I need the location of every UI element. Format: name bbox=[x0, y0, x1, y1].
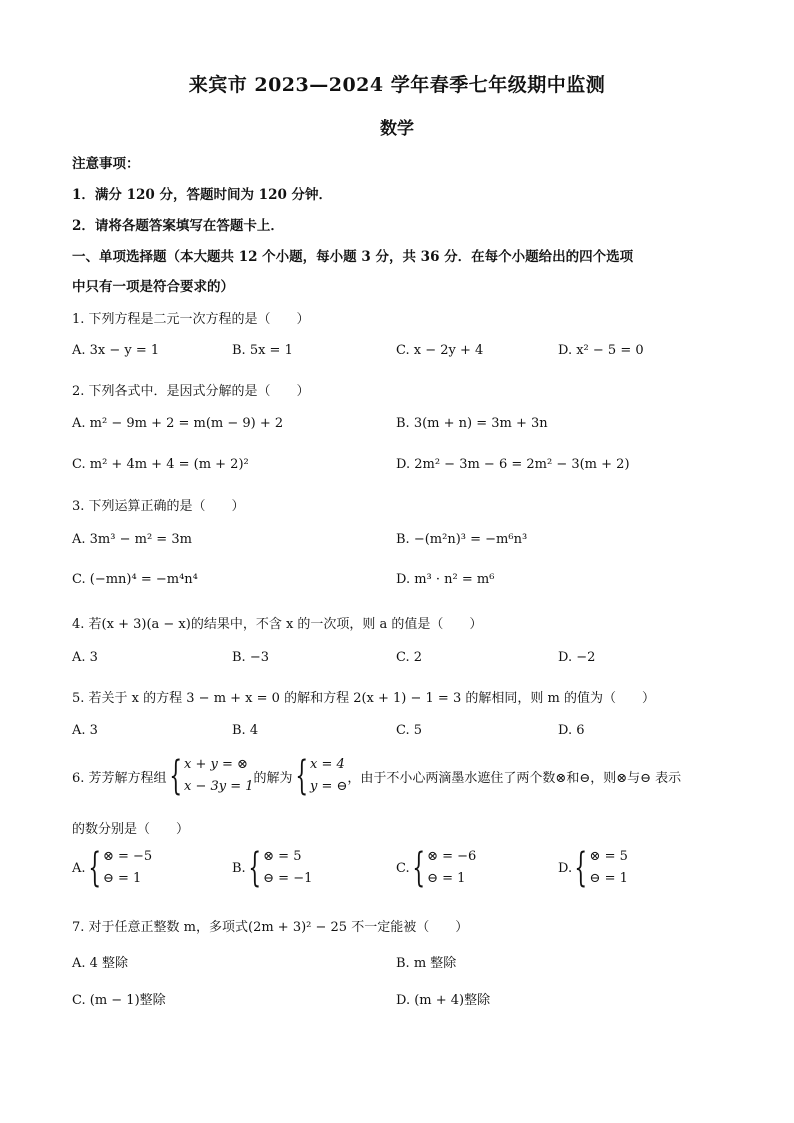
note-item: 2．请将各题答案填写在答题卡上． bbox=[72, 218, 284, 234]
q4-option-c: C. 2 bbox=[396, 650, 423, 665]
q4-option-b: B. −3 bbox=[232, 650, 269, 665]
q4-option-a: A. 3 bbox=[72, 650, 98, 665]
q7-option-d: D. (m + 4)整除 bbox=[396, 993, 491, 1008]
question-7-stem: 7. 对于任意正整数 m，多项式(2m + 3)² − 25 不一定能被（ ） bbox=[72, 920, 469, 935]
left-brace-icon: { bbox=[168, 753, 182, 799]
q5-option-d: D. 6 bbox=[558, 723, 585, 738]
option-label: C. bbox=[396, 860, 410, 876]
option-label: D. bbox=[558, 860, 573, 876]
q7-option-a: A. 4 整除 bbox=[72, 956, 129, 971]
q2-option-b: B. 3(m + n) = 3m + 3n bbox=[396, 416, 548, 431]
exam-title: 来宾市 2023—2024 学年春季七年级期中监测 bbox=[188, 74, 606, 96]
q2-option-c: C. m² + 4m + 4 = (m + 2)² bbox=[72, 457, 249, 472]
q2-option-d: D. 2m² − 3m − 6 = 2m² − 3(m + 2) bbox=[396, 457, 630, 472]
q5-option-c: C. 5 bbox=[396, 723, 423, 738]
question-1-stem: 1. 下列方程是二元一次方程的是（ ） bbox=[72, 312, 310, 327]
q6-system1-row: x + y = ⊗ bbox=[184, 757, 248, 772]
q5-option-a: A. 3 bbox=[72, 723, 98, 738]
q6-system1-row: x − 3y = 1 bbox=[184, 779, 254, 794]
q1-option-c: C. x − 2y + 4 bbox=[396, 343, 484, 358]
option-row: ⊖ = −1 bbox=[263, 871, 313, 886]
left-brace-icon: { bbox=[87, 845, 101, 891]
left-brace-icon: { bbox=[294, 753, 308, 799]
q1-option-d: D. x² − 5 = 0 bbox=[558, 343, 644, 358]
option-row: ⊖ = 1 bbox=[102, 871, 142, 886]
q3-option-c: C. (−mn)⁴ = −m⁴n⁴ bbox=[72, 572, 198, 587]
q3-option-d: D. m³ · n² = m⁶ bbox=[396, 572, 495, 587]
question-5-stem: 5. 若关于 x 的方程 3 − m + x = 0 的解和方程 2(x + 1) − 1 = 3 的解相同，则 m 的值为（ ） bbox=[72, 691, 655, 706]
question-2-stem: 2. 下列各式中．是因式分解的是（ ） bbox=[72, 384, 310, 399]
notes-heading: 注意事项： bbox=[72, 156, 140, 172]
q6-option-a bbox=[72, 846, 152, 890]
option-row: ⊗ = 5 bbox=[263, 849, 302, 864]
q7-option-b: B. m 整除 bbox=[396, 956, 457, 971]
q7-option-c: C. (m − 1)整除 bbox=[72, 993, 166, 1008]
option-label: A. bbox=[72, 860, 86, 876]
option-row: ⊗ = −6 bbox=[427, 849, 477, 864]
question-4-stem: 4. 若(x + 3)(a − x)的结果中，不含 x 的一次项，则 a 的值是（ ） bbox=[72, 617, 483, 632]
question-6-stem-cont: 的数分别是（ ） bbox=[72, 822, 190, 837]
q6-system2-row: y = ⊖ bbox=[310, 779, 348, 794]
q5-option-b: B. 4 bbox=[232, 723, 259, 738]
subject-title: 数学 bbox=[380, 119, 414, 139]
option-row: ⊗ = 5 bbox=[589, 849, 628, 864]
left-brace-icon: { bbox=[574, 845, 588, 891]
q1-option-a: A. 3x − y = 1 bbox=[72, 343, 160, 358]
q3-option-a: A. 3m³ − m² = 3m bbox=[72, 532, 192, 547]
question-3-stem: 3. 下列运算正确的是（ ） bbox=[72, 499, 245, 514]
q6-option-c bbox=[396, 846, 476, 890]
note-item: 1．满分 120 分，答题时间为 120 分钟． bbox=[72, 187, 333, 203]
section-heading-cont: 中只有一项是符合要求的） bbox=[72, 279, 234, 295]
option-label: B. bbox=[232, 860, 246, 876]
q6-solution-system bbox=[293, 754, 348, 798]
q6-option-d bbox=[558, 846, 628, 890]
q6-stem-mid: 的解为 bbox=[253, 770, 293, 786]
section-heading: 一、单项选择题（本大题共 12 个小题，每小题 3 分，共 36 分．在每个小题给出的四个选项 bbox=[72, 249, 634, 265]
q1-option-b: B. 5x = 1 bbox=[232, 343, 293, 358]
option-row: ⊖ = 1 bbox=[427, 871, 466, 886]
q2-option-a: A. m² − 9m + 2 = m(m − 9) + 2 bbox=[72, 416, 284, 431]
option-row: ⊖ = 1 bbox=[589, 871, 628, 886]
question-6-stem bbox=[72, 754, 681, 798]
q6-stem-suffix: ，由于不小心两滴墨水遮住了两个数⊗和⊖，则⊗与⊖ 表示 bbox=[347, 770, 682, 786]
left-brace-icon: { bbox=[411, 845, 425, 891]
q6-stem-prefix: 6. 芳芳解方程组 bbox=[72, 770, 167, 786]
option-row: ⊗ = −5 bbox=[102, 849, 153, 864]
q6-system2-row: x = 4 bbox=[310, 757, 345, 772]
q6-equation-system bbox=[167, 754, 254, 798]
q4-option-d: D. −2 bbox=[558, 650, 596, 665]
q3-option-b: B. −(m²n)³ = −m⁶n³ bbox=[396, 532, 528, 547]
left-brace-icon: { bbox=[248, 845, 261, 891]
q6-option-b bbox=[232, 846, 312, 890]
